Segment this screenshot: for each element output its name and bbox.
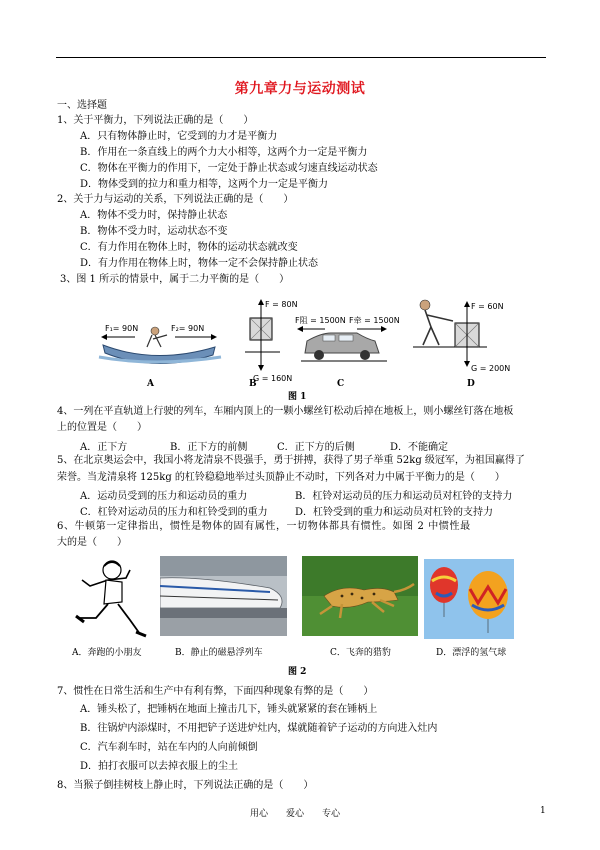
figure-1c-car — [295, 315, 400, 361]
figure-1c-label: C — [337, 379, 345, 389]
figure-2d-caption: D．漂浮的氢气球 — [436, 648, 507, 658]
q5-option-a: A．运动员受到的压力和运动员的重力 — [80, 491, 248, 502]
q5-option-b: B．杠铃对运动员的压力和运动员对杠铃的支持力 — [295, 491, 513, 502]
q2-option-b: B．物体不受力时，运动状态不变 — [80, 226, 228, 237]
figure-1d-gravity: G = 200N — [471, 364, 511, 373]
q1-option-c: C．物体在平衡力的作用下，一定处于静止状态或匀速直线运动状态 — [80, 163, 378, 174]
q4-option-b: B．正下方的前侧 — [170, 442, 248, 453]
q1-option-d: D．物体受到的拉力和重力相等，这两个力一定是平衡力 — [80, 179, 329, 190]
page-number: 1 — [540, 806, 546, 816]
figure-1d-push — [413, 300, 510, 373]
q4-stem-line1: 4、一列在平直轨道上行驶的列车，车厢内顶上的一颗小螺丝钉松动后掉在地板上，则小螺丝钉落在地板 — [57, 406, 514, 417]
page-title: 第九章力与运动测试 — [234, 81, 366, 97]
q4-option-d: D．不能确定 — [390, 442, 449, 453]
q5-option-c: C．杠铃对运动员的压力和杠铃受到的重力 — [80, 507, 268, 518]
figure-1a-force-1: F₁= 90N — [105, 324, 139, 333]
figure-1c-traction: F牵 = 1500N — [349, 316, 400, 325]
q2-option-d: D．有力作用在物体上时，物体一定不会保持静止状态 — [80, 258, 319, 269]
figure-2-caption: 图 2 — [288, 667, 307, 677]
figure-1b-box — [245, 299, 298, 383]
q7-stem: 7、惯性在日常生活和生产中有利有弊，下面四种现象有弊的是（ ） — [57, 686, 374, 697]
q5-option-d: D．杠铃受到的重力和运动员对杠铃的支持力 — [295, 507, 494, 518]
figure-1d-label: D — [467, 379, 475, 389]
q1-stem: 1、关于平衡力，下列说法正确的是（ ） — [57, 115, 254, 126]
figure-2a-caption: A．奔跑的小朋友 — [72, 648, 142, 658]
figure-1a-boat — [99, 324, 221, 364]
q8-stem: 8、当猴子倒挂树枝上静止时，下列说法正确的是（ ） — [57, 780, 314, 791]
q7-option-c: C．汽车刹车时，站在车内的人向前倾倒 — [80, 742, 258, 753]
q4-option-a: A．正下方 — [80, 442, 128, 453]
q5-stem-line1: 5、在北京奥运会中，我国小将龙清泉不畏强手，勇于拼搏，获得了男子举重 52kg 级冠军，为祖国赢得了 — [57, 455, 525, 466]
footer-motto: 用心 爱心 专心 — [250, 809, 341, 819]
figure-1-caption: 图 1 — [288, 392, 307, 402]
figure-2a-running-child — [68, 556, 153, 641]
figure-2d-hydrogen-balloons — [424, 559, 514, 639]
figure-2c-cheetah — [302, 556, 418, 636]
figure-1a-force-2: F₂= 90N — [171, 324, 205, 333]
q1-option-b: B．作用在一条直线上的两个力大小相等，这两个力一定是平衡力 — [80, 147, 368, 158]
q2-stem: 2、关于力与运动的关系，下列说法正确的是（ ） — [57, 194, 294, 205]
q3-stem: 3、图 1 所示的情景中，属于二力平衡的是（ ） — [60, 274, 290, 285]
figure-1d-force: F = 60N — [471, 302, 504, 311]
figure-2b-caption: B．静止的磁悬浮列车 — [175, 648, 263, 658]
section-heading: 一、选择题 — [57, 100, 107, 111]
q7-option-a: A．锤头松了，把锤柄在地面上撞击几下，锤头就紧紧的套在锤柄上 — [80, 704, 378, 715]
q5-stem-line2: 荣誉。当龙清泉将 125kg 的杠铃稳稳地举过头顶静止不动时，下列各对力中属于平衡力的是（ ） — [57, 472, 505, 483]
figure-1b-gravity: G = 160N — [253, 374, 293, 383]
q7-option-d: D．拍打衣服可以去掉衣服上的尘土 — [80, 761, 239, 772]
figure-1b-force: F = 80N — [265, 300, 298, 309]
q4-option-c: C．正下方的后侧 — [277, 442, 355, 453]
q2-option-c: C．有力作用在物体上时，物体的运动状态就改变 — [80, 242, 298, 253]
figure-1a-label: A — [147, 379, 154, 389]
q6-stem-line1: 6、牛顿第一定律指出，惯性是物体的固有属性，一切物体都具有惯性。如图 2 中惯性最 — [57, 521, 471, 532]
figure-2c-caption: C．飞奔的猎豹 — [330, 648, 391, 658]
q1-option-a: A．只有物体静止时，它受到的力才是平衡力 — [80, 131, 278, 142]
q7-option-b: B．往锅炉内添煤时，不用把铲子送进炉灶内，煤就随着铲子运动的方向进入灶内 — [80, 723, 438, 734]
figure-1c-resistance: F阻 = 1500N — [295, 316, 346, 325]
q2-option-a: A．物体不受力时，保持静止状态 — [80, 210, 228, 221]
figure-2b-maglev-train — [160, 556, 287, 636]
q4-stem-line2: 上的位置是（ ） — [57, 422, 147, 433]
header-rule — [56, 57, 546, 58]
q6-stem-line2: 大的是（ ） — [57, 537, 127, 548]
figure-1b-label: B — [249, 379, 257, 389]
